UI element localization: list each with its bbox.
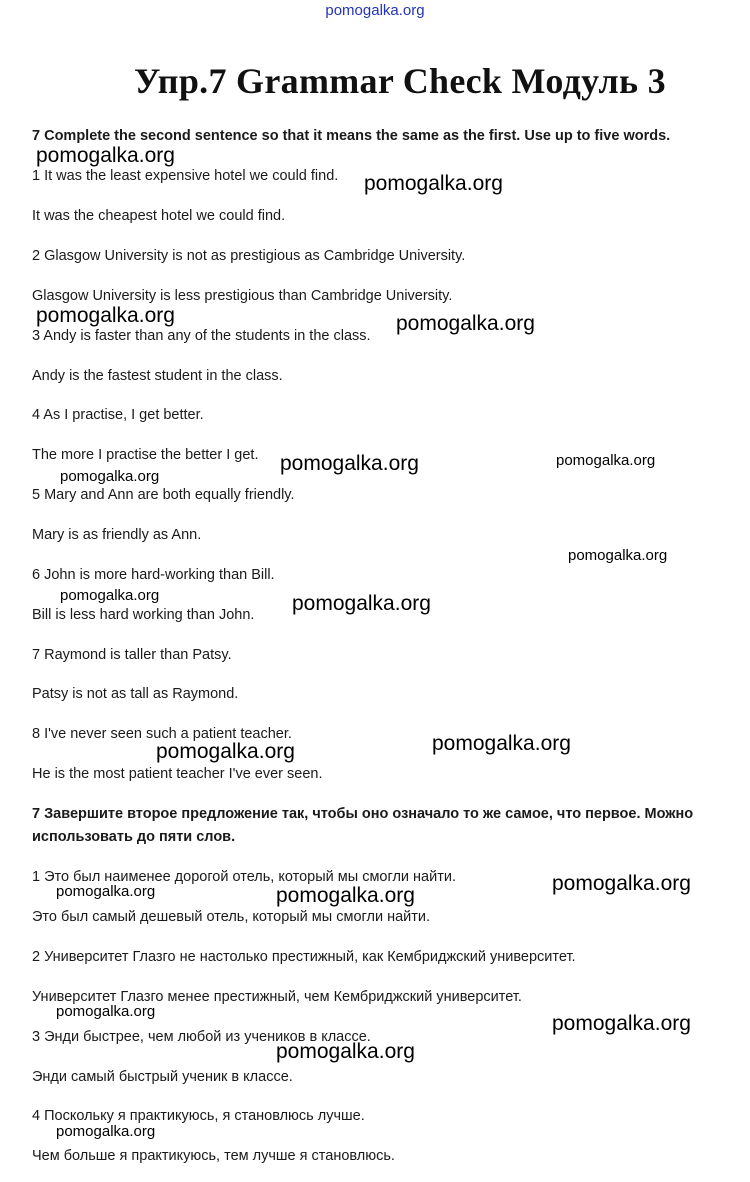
english-item-7-original: 7 Raymond is taller than Patsy. xyxy=(32,647,232,663)
english-item-6-original: 6 John is more hard-working than Bill. xyxy=(32,567,275,583)
english-item-1-answer: It was the cheapest hotel we could find. xyxy=(32,208,286,224)
watermark: pomogalka.org xyxy=(568,547,668,564)
english-item-2-answer: Glasgow University is less prestigious than Cambridge University. xyxy=(32,288,453,304)
watermark: pomogalka.org xyxy=(60,587,160,604)
russian-instruction-line-2: использовать до пяти слов. xyxy=(32,829,236,845)
watermark: pomogalka.org xyxy=(432,732,571,755)
english-item-8-answer: He is the most patient teacher I've ever seen. xyxy=(32,766,323,782)
english-item-6-answer: Bill is less hard working than John. xyxy=(32,607,255,623)
watermark: pomogalka.org xyxy=(280,452,419,475)
watermark: pomogalka.org xyxy=(556,452,656,469)
watermark: pomogalka.org xyxy=(552,1012,691,1035)
english-item-5-original: 5 Mary and Ann are both equally friendly. xyxy=(32,487,295,503)
watermark: pomogalka.org xyxy=(56,883,156,900)
watermark: pomogalka.org xyxy=(56,1003,156,1020)
watermark: pomogalka.org xyxy=(292,592,431,615)
watermark: pomogalka.org xyxy=(60,468,160,485)
russian-item-3-original: 3 Энди быстрее, чем любой из учеников в классе. xyxy=(32,1029,371,1045)
russian-item-3-answer: Энди самый быстрый ученик в классе. xyxy=(32,1069,293,1085)
site-header[interactable]: pomogalka.org xyxy=(325,2,425,19)
watermark: pomogalka.org xyxy=(552,872,691,895)
english-item-3-answer: Andy is the fastest student in the class. xyxy=(32,368,283,384)
watermark: pomogalka.org xyxy=(276,1040,415,1063)
watermark: pomogalka.org xyxy=(36,304,175,327)
russian-instruction-line-1: 7 Завершите второе предложение так, чтобы оно означало то же самое, что первое. Можно xyxy=(32,806,694,822)
watermark: pomogalka.org xyxy=(276,884,415,907)
russian-item-2-answer: Университет Глазго менее престижный, чем Кембриджский университет. xyxy=(32,989,522,1005)
english-item-4-answer: The more I practise the better I get. xyxy=(32,447,259,463)
russian-item-2-original: 2 Университет Глазго не настолько престижный, как Кембриджский университет. xyxy=(32,949,576,965)
english-instruction: 7 Complete the second sentence so that it means the same as the first. Use up to five words. xyxy=(32,128,671,144)
russian-item-1-original: 1 Это был наименее дорогой отель, который мы смогли найти. xyxy=(32,869,456,885)
english-item-8-original: 8 I've never seen such a patient teacher. xyxy=(32,726,292,742)
english-item-1-original: 1 It was the least expensive hotel we could find. xyxy=(32,168,339,184)
page-title: Упр.7 Grammar Check Модуль 3 xyxy=(134,61,666,101)
english-item-2-original: 2 Glasgow University is not as prestigious as Cambridge University. xyxy=(32,248,466,264)
watermark: pomogalka.org xyxy=(56,1123,156,1140)
english-item-5-answer: Mary is as friendly as Ann. xyxy=(32,527,202,543)
watermark: pomogalka.org xyxy=(364,172,503,195)
english-item-7-answer: Patsy is not as tall as Raymond. xyxy=(32,686,239,702)
watermark: pomogalka.org xyxy=(396,312,535,335)
english-item-3-original: 3 Andy is faster than any of the students in the class. xyxy=(32,328,371,344)
english-item-4-original: 4 As I practise, I get better. xyxy=(32,407,204,423)
russian-item-4-answer: Чем больше я практикуюсь, тем лучше я становлюсь. xyxy=(32,1148,395,1164)
russian-item-1-answer: Это был самый дешевый отель, который мы смогли найти. xyxy=(32,909,431,925)
watermark: pomogalka.org xyxy=(156,740,295,763)
russian-item-4-original: 4 Поскольку я практикуюсь, я становлюсь лучше. xyxy=(32,1108,365,1124)
watermark: pomogalka.org xyxy=(36,144,175,167)
